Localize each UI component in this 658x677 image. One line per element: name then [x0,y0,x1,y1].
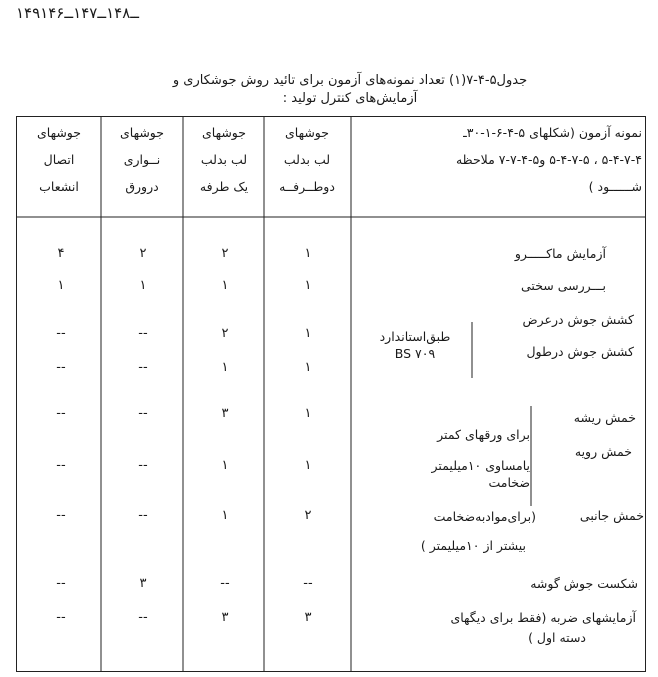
cell-impact-single: ۳ [221,610,229,625]
standard-note-line-1: طبق‌استاندارد [379,329,451,344]
standard-note-line-2: BS ۷۰۹ [394,346,436,361]
header-strip [103,124,181,195]
cell-impact-strip: -- [138,610,148,625]
thin-plate-note [406,426,530,491]
row-label-macro: آزمایش ماکـــــرو [514,246,606,261]
cell-bend-double: ۱ [304,406,312,421]
row-label-root-bend: خمش ریشه [573,410,636,425]
cell-hardness-single: ۱ [221,278,229,293]
cell-face-single: ۱ [221,458,229,473]
header-single-line-2: لب بدلب [200,152,248,167]
cell-longitudinal-single: ۱ [221,360,229,375]
page-numbers: ۱۴۹ــ۱۴۸ــ۱۴۷ــ۱۴۶ [16,4,140,22]
cell-face-strip: -- [138,458,148,473]
cell-hardness-strip: ۱ [139,278,147,293]
header-double-line-2: لب بدلب [283,152,331,167]
cell-transverse-strip: -- [138,326,148,341]
cell-side-double: ۲ [304,508,312,523]
header-strip-line-3: درورق [125,179,159,194]
thin-note-line-2: یامساوی ۱۰میلیمتر [431,458,530,473]
header-double-line-3: دوطــرفــه [279,179,335,194]
cell-bend-strip: -- [138,406,148,421]
header-sample [356,124,642,195]
row-label-transverse-tension: کشش جوش درعرض [522,312,634,327]
header-double-line-1: جوشهای [284,125,329,140]
thick-plate-note [356,508,536,554]
cell-longitudinal-branch: -- [56,360,66,375]
standard-note [360,328,470,362]
row-label-longitudinal-tension: کشش جوش درطول [526,344,634,359]
cell-impact-double: ۳ [304,610,312,625]
table-caption [140,72,560,108]
cell-side-strip: -- [138,508,148,523]
header-branch-line-1: جوشهای [36,125,81,140]
cell-bend-single: ۳ [221,406,229,421]
cell-fillet-branch: -- [56,576,66,591]
header-single-sided [185,124,263,195]
header-strip-line-1: جوشهای [119,125,164,140]
thick-note-line-2: بیشتر از ۱۰میلیمتر ) [420,538,526,553]
cell-hardness-branch: ۱ [57,278,65,293]
cell-impact-branch: -- [56,610,66,625]
row-label-impact-line-2: دسته اول ) [528,630,586,645]
cell-fillet-single: -- [220,576,230,591]
header-sample-line-3: شــــــود ) [588,179,642,194]
header-sample-line-2: ۵-۴-۷-۴ ، ۵-۴-۷-۵ و۵-۴-۷-۷ ملاحظه [455,152,642,167]
header-single-line-1: جوشهای [201,125,246,140]
test-sample-table [16,116,646,672]
thin-note-line-1: برای ورقهای کمتر [437,427,530,442]
caption-line-2: آزمایش‌های کنترل تولید : [282,91,418,106]
header-sample-line-1: نمونه آزمون (شکلهای ۵-۴-۶-۱-۳۰ـ [463,125,642,140]
cell-transverse-double: ۱ [304,326,312,341]
row-label-impact: آزمایشهای ضربه (فقط برای دیگهای [450,610,636,625]
row-label-hardness: بـــررسی سختی [521,278,606,293]
row-label-side-bend: خمش جانبی [579,508,644,523]
cell-face-branch: -- [56,458,66,473]
header-branch-line-2: اتصال [43,152,75,167]
row-label-face-bend: خمش رویه [574,444,632,459]
cell-fillet-strip: ۳ [139,576,147,591]
cell-macro-double: ۱ [304,246,312,261]
cell-side-single: ۱ [221,508,229,523]
cell-transverse-branch: -- [56,326,66,341]
header-strip-line-2: نــواری [123,152,161,167]
row-label-fillet-fracture: شکست جوش گوشه [530,576,638,591]
cell-hardness-double: ۱ [304,278,312,293]
header-double-sided [266,124,348,195]
caption-line-1: جدول۵-۴-۷(۱) تعداد نمونه‌های آزمون برای تائید روش جوشکاری و [172,73,528,88]
cell-transverse-single: ۲ [221,326,229,341]
cell-face-double: ۱ [304,458,312,473]
header-single-line-3: یک طرفه [199,179,249,194]
cell-side-branch: -- [56,508,66,523]
header-branch [19,124,99,195]
cell-longitudinal-strip: -- [138,360,148,375]
thick-note-line-1: (برای‌مواد‌به‌ضخامت [433,509,536,524]
cell-macro-single: ۲ [221,246,229,261]
cell-fillet-double: -- [303,576,313,591]
cell-macro-branch: ۴ [57,246,65,261]
cell-macro-strip: ۲ [139,246,147,261]
cell-longitudinal-double: ۱ [304,360,312,375]
header-branch-line-3: انشعاب [39,179,79,194]
cell-bend-branch: -- [56,406,66,421]
thin-note-line-3: ضخامت [488,475,530,490]
